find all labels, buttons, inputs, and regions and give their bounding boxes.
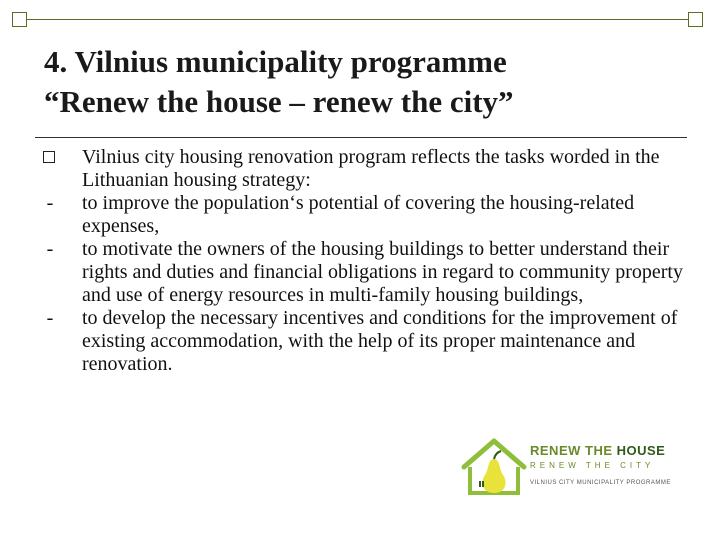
decor-square-left [12,12,27,27]
list-item [40,307,690,376]
list-item [40,192,690,238]
logo-tagline: VILNIUS CITY MUNICIPALITY PROGRAMME [530,480,671,486]
slide-title [44,42,694,122]
dash-marker: - [46,238,54,260]
title-divider [35,137,687,138]
dash-marker: - [46,307,54,329]
list-item-text: Vilnius city housing renovation program reflects the tasks worded in the Lithuanian housing strategy: [82,146,660,191]
logo-main-text: RENEW THE HOUSE [530,443,666,458]
slide-title-line-1: 4. Vilnius municipality programme [44,44,507,79]
list-item-text: to develop the necessary incentives and conditions for the improvement of existing accommodation, with the help of its proper maintenance and renovation. [82,307,678,375]
decor-square-right [688,12,703,27]
list-item-text: to improve the population‘s potential of covering the housing-related expenses, [82,192,635,237]
logo-sub-text: RENEW THE CITY [530,461,655,470]
list-item [40,238,690,307]
square-bullet-icon [43,151,55,163]
list-item [40,146,690,192]
renew-the-house-logo [458,437,676,497]
dash-marker: - [46,192,54,214]
house-pear-logo-icon [458,437,528,497]
content-list [40,146,690,376]
slide-title-line-2: “Renew the house – renew the city” [44,84,514,119]
list-item-text: to motivate the owners of the housing buildings to better understand their rights and duties and financial obligations in regard to community property and use of energy resources in multi-family housing buildings, [82,238,683,306]
decor-top-line [27,19,688,20]
